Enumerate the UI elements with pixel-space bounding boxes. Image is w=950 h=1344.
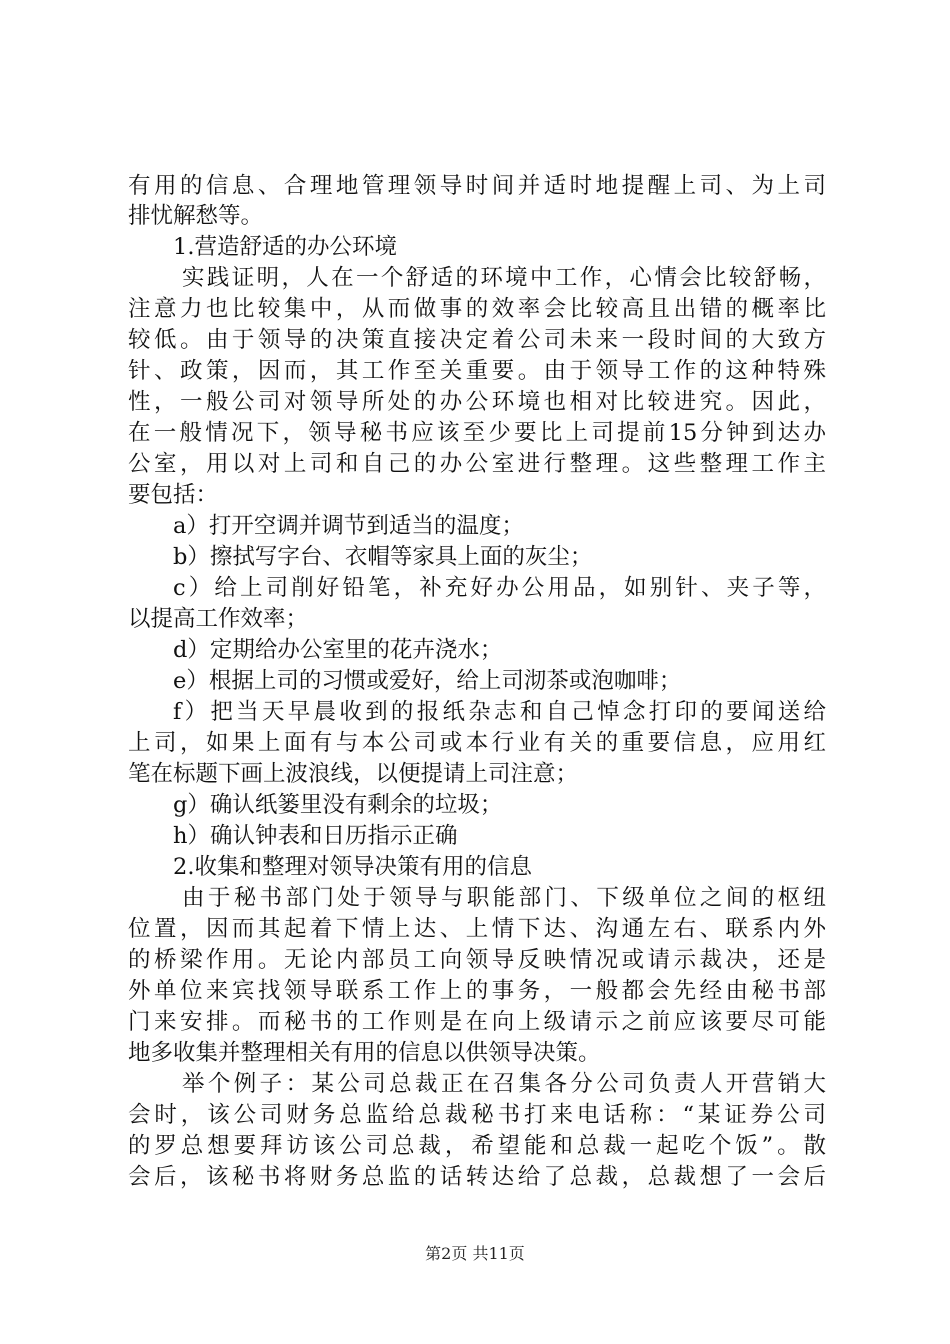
text-line: 由于秘书部门处于领导与职能部门、下级单位之间的枢纽	[182, 885, 826, 911]
text-line: 注意力也比较集中，从而做事的效率会比较高且出错的概率比	[128, 296, 826, 322]
section-heading: 1.营造舒适的办公环境	[173, 234, 397, 260]
text-line: 针、政策，因而，其工作至关重要。由于领导工作的这种特殊	[128, 358, 826, 384]
text-line: 实践证明，人在一个舒适的环境中工作，心情会比较舒畅，	[182, 265, 826, 291]
list-item: e）根据上司的习惯或爱好，给上司沏茶或泡咖啡；	[173, 668, 682, 694]
text-line: 较低。由于领导的决策直接决定着公司未来一段时间的大致方	[128, 327, 826, 353]
list-item: b）擦拭写字台、衣帽等家具上面的灰尘；	[173, 544, 593, 570]
list-item: d）定期给办公室里的花卉浇水；	[173, 637, 503, 663]
text-line: 上司，如果上面有与本公司或本行业有关的重要信息，应用红	[128, 730, 826, 756]
text-line: 的桥梁作用。无论内部员工向领导反映情况或请示裁决，还是	[128, 947, 826, 973]
text-line: 位置，因而其起着下情上达、上情下达、沟通左右、联系内外	[128, 916, 826, 942]
text-line: 在一般情况下，领导秘书应该至少要比上司提前15分钟到达办	[128, 420, 826, 446]
list-item: h）确认钟表和日历指示正确	[173, 823, 458, 849]
text-line: 笔在标题下画上波浪线，以便提请上司注意；	[128, 761, 579, 787]
list-item: g）确认纸篓里没有剩余的垃圾；	[173, 792, 503, 818]
text-line: 公室，用以对上司和自己的办公室进行整理。这些整理工作主	[128, 451, 826, 477]
section-heading: 2.收集和整理对领导决策有用的信息	[173, 854, 532, 880]
text-line: 会时，该公司财务总监给总裁秘书打来电话称：“某证券公司	[128, 1102, 826, 1128]
text-line: 地多收集并整理相关有用的信息以供领导决策。	[128, 1040, 601, 1066]
text-line: 有用的信息、合理地管理领导时间并适时地提醒上司、为上司	[128, 173, 826, 199]
text-line: 的罗总想要拜访该公司总裁，希望能和总裁一起吃个饭”。散	[128, 1133, 826, 1159]
page-footer: 第2页 共11页	[425, 1244, 525, 1263]
list-item: f）把当天早晨收到的报纸杂志和自己悼念打印的要闻送给	[173, 699, 826, 725]
list-item: c）给上司削好铅笔，补充好办公用品，如别针、夹子等，	[173, 575, 826, 601]
text-line: 会后，该秘书将财务总监的话转达给了总裁，总裁想了一会后	[128, 1164, 826, 1190]
text-line: 排忧解愁等。	[128, 203, 264, 229]
text-line: 性，一般公司对领导所处的办公环境也相对比较进究。因此，	[128, 389, 826, 415]
text-line: 以提高工作效率；	[128, 606, 309, 632]
text-line: 外单位来宾找领导联系工作上的事务，一般都会先经由秘书部	[128, 978, 826, 1004]
text-line: 要包括：	[128, 482, 219, 508]
list-item: a）打开空调并调节到适当的温度；	[173, 513, 524, 539]
text-line: 门来安排。而秘书的工作则是在向上级请示之前应该要尽可能	[128, 1009, 826, 1035]
text-line: 举个例子：某公司总裁正在召集各分公司负责人开营销大	[182, 1071, 826, 1097]
